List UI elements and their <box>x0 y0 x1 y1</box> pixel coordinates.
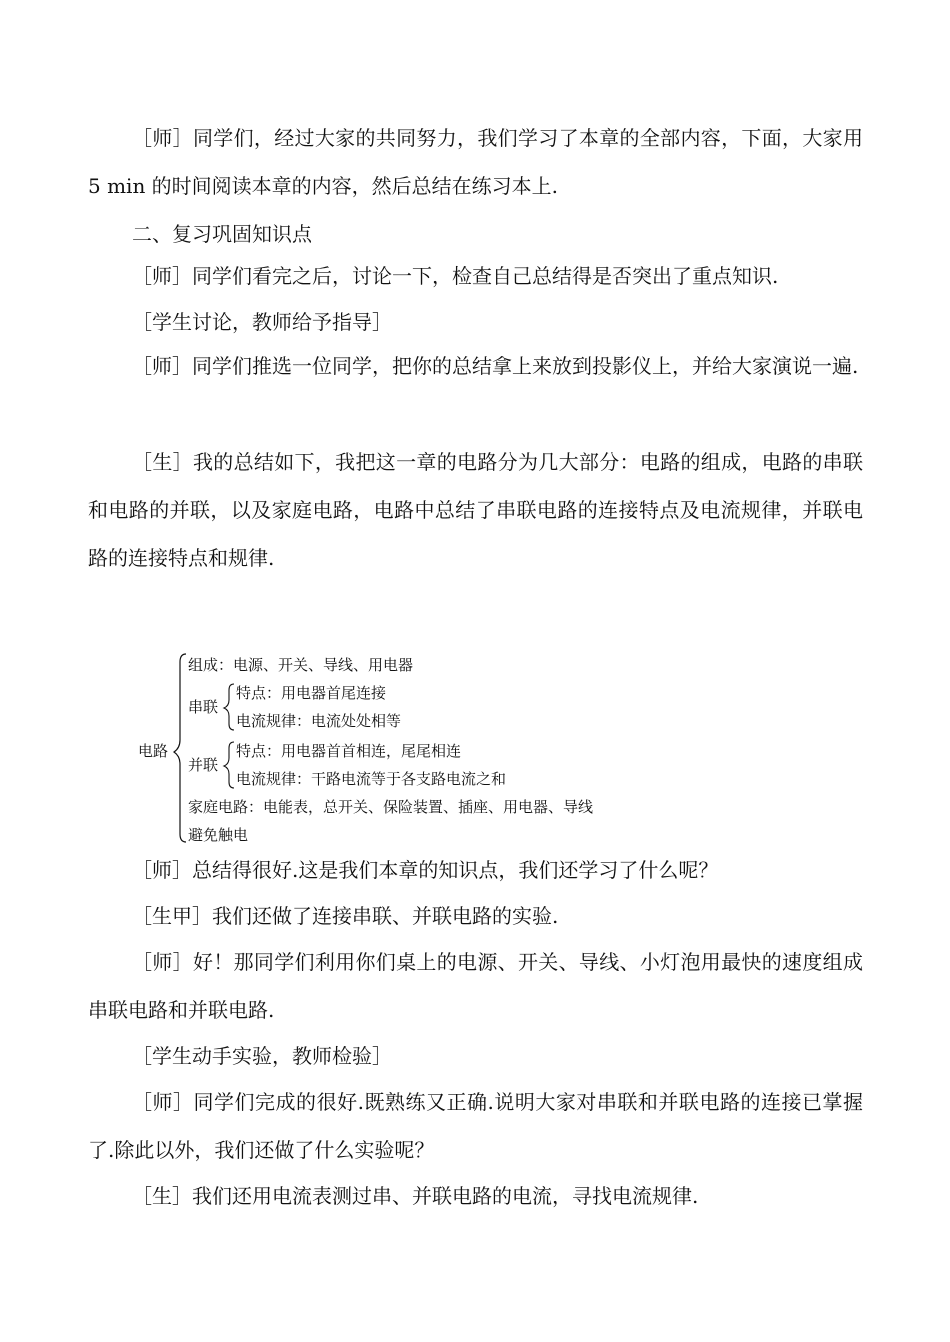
diagram-series-feature: 特点：用电器首尾连接 <box>236 684 387 702</box>
paragraph-student-experiment: ［学生动手实验，教师检验］ <box>132 1044 392 1068</box>
paragraph-student-summary: ［生］我的总结如下，我把这一章的电路分为几大部分：电路的组成，电路的串联和电路的并联，以及家庭电路，电路中总结了串联电路的连接特点及电流规律，并联电路的连接特点和规律. <box>88 450 863 570</box>
paragraph-teacher-feedback: ［师］同学们完成的很好.既熟练又正确.说明大家对串联和并联电路的连接已掌握了.除此以外，我们还做了什么实验呢？ <box>88 1090 863 1162</box>
diagram-series-label: 串联 <box>188 698 219 716</box>
diagram-household-circuit: 家庭电路：电能表，总开关、保险装置、插座、用电器、导线 <box>188 798 594 816</box>
diagram-parallel-feature: 特点：用电器首首相连，尾尾相连 <box>236 742 462 760</box>
paragraph-teacher-discuss: ［师］同学们看完之后，讨论一下，检查自己总结得是否突出了重点知识. <box>132 264 779 288</box>
diagram-safety: 避免触电 <box>188 826 249 844</box>
diagram-composition: 组成：电源、开关、导线、用电器 <box>188 656 414 674</box>
diagram-parallel-current-rule: 电流规律：干路电流等于各支路电流之和 <box>236 770 507 788</box>
diagram-parallel-label: 并联 <box>188 756 219 774</box>
paragraph-teacher-task: ［师］好！那同学们利用你们桌上的电源、开关、导线、小灯泡用最快的速度组成串联电路和并联电路. <box>88 950 863 1022</box>
diagram-root-label: 电路 <box>138 742 169 760</box>
section-heading: 二、复习巩固知识点 <box>132 222 312 246</box>
paragraph-teacher-praise: ［师］总结得很好.这是我们本章的知识点，我们还学习了什么呢？ <box>132 858 719 882</box>
paragraph-teacher-present: ［师］同学们推选一位同学，把你的总结拿上来放到投影仪上，并给大家演说一遍. <box>132 354 859 378</box>
paragraph-teacher-intro: ［师］同学们，经过大家的共同努力，我们学习了本章的全部内容，下面，大家用 5 min 的时间阅读本章的内容，然后总结在练习本上. <box>88 126 863 198</box>
paragraph-student-discussion: ［学生讨论，教师给予指导］ <box>132 310 392 334</box>
diagram-series-current-rule: 电流规律：电流处处相等 <box>236 712 402 730</box>
paragraph-student-a: ［生甲］我们还做了连接串联、并联电路的实验. <box>132 904 559 928</box>
circuit-summary-diagram <box>130 648 670 848</box>
paragraph-student-ammeter: ［生］我们还用电流表测过串、并联电路的电流，寻找电流规律. <box>132 1184 699 1208</box>
